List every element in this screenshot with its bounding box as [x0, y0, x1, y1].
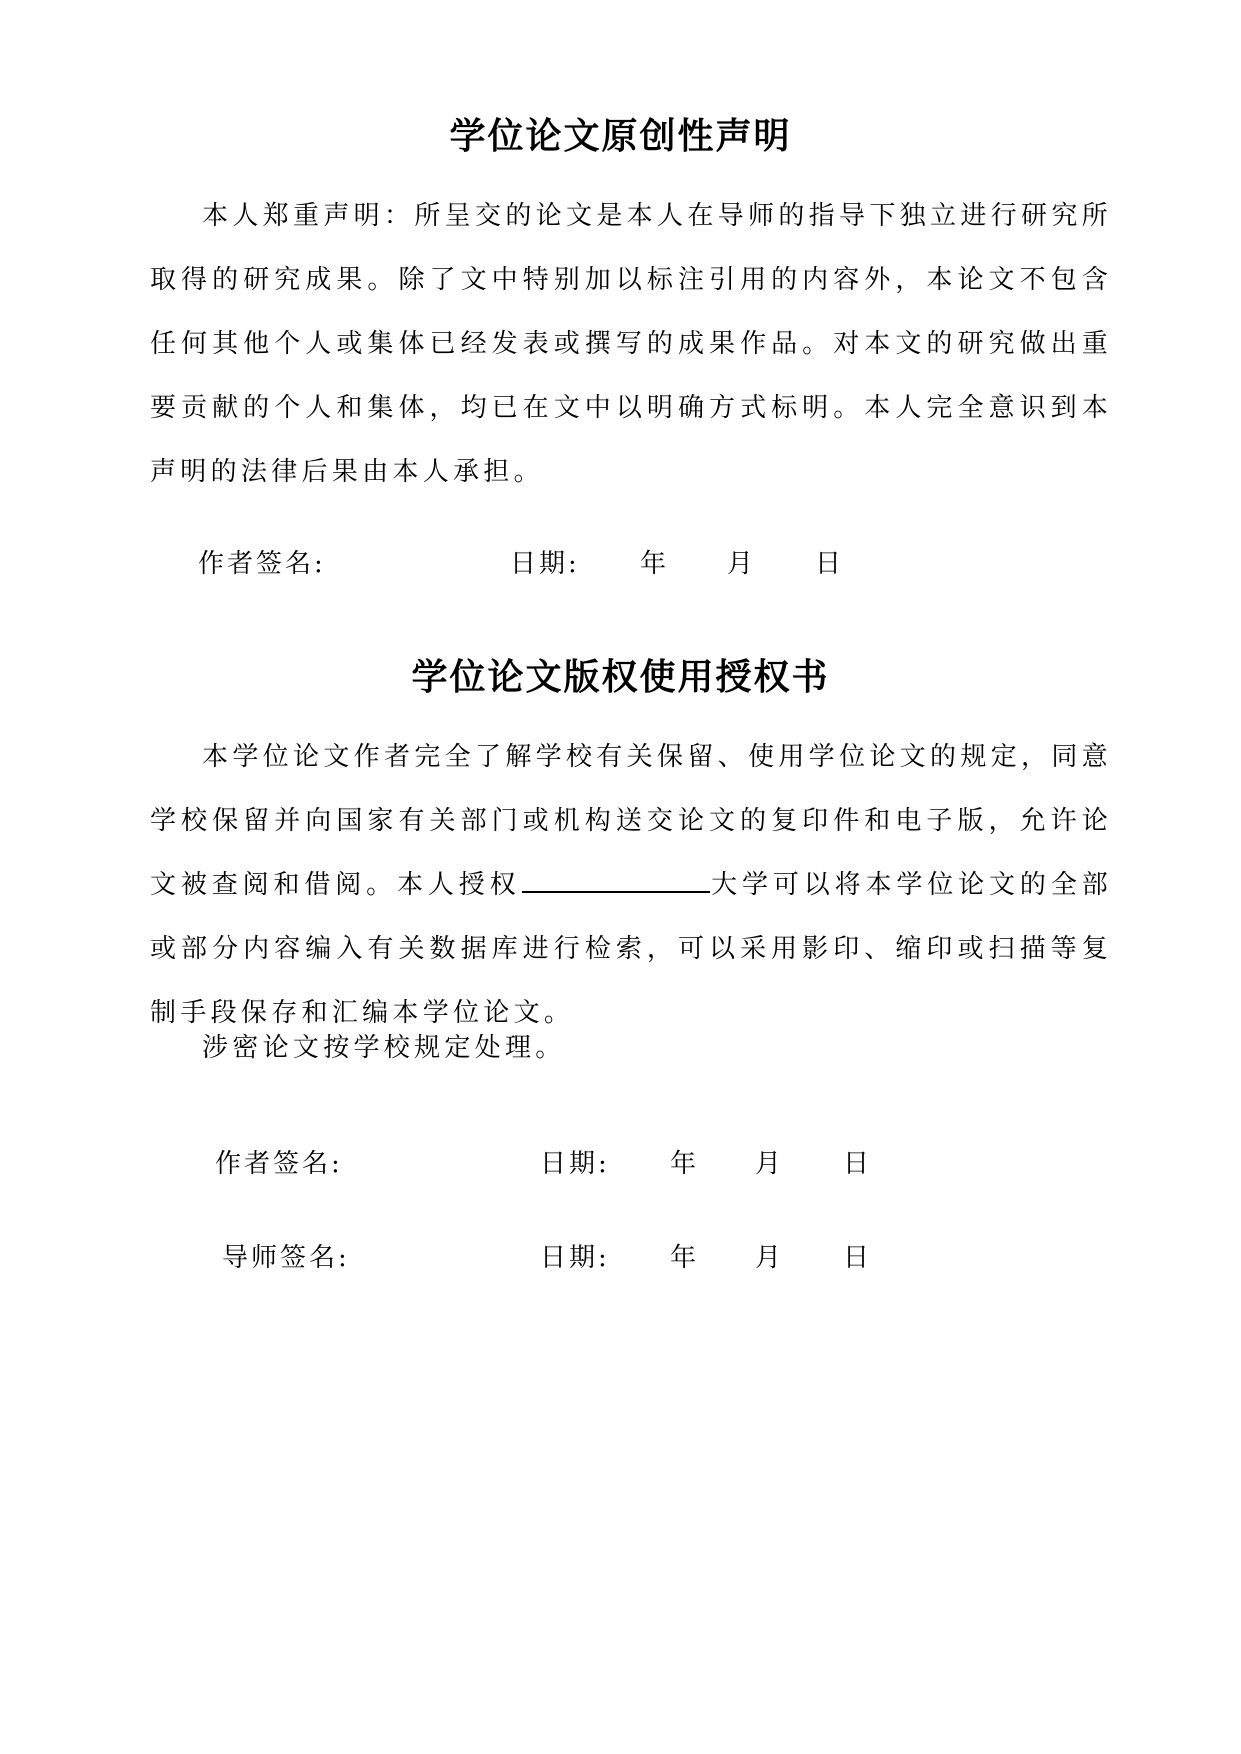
year-label: 年	[670, 1149, 700, 1179]
date-label: 日期:	[540, 1243, 610, 1273]
month-label: 月	[755, 1243, 785, 1273]
originality-title: 学位论文原创性声明	[449, 115, 792, 157]
originality-signature-row	[0, 544, 1241, 584]
day-label: 日	[843, 1149, 873, 1179]
author-signature-label: 作者签名:	[215, 1149, 343, 1179]
year-label: 年	[670, 1243, 700, 1273]
originality-body: 本人郑重声明：所呈交的论文是本人在导师的指导下独立进行研究所取得的研究成果。除了文中特别加以标注引用的内容外，本论文不包含任何其他个人或集体已经发表或撰写的成果作品。对本文的研究做出重要贡献的个人和集体，均已在文中以明确方式标明。本人完全意识到本声明的法律后果由本人承担。	[150, 201, 1112, 487]
copyright-body	[150, 725, 1112, 1045]
date-label: 日期:	[510, 549, 580, 579]
month-label: 月	[755, 1149, 785, 1179]
advisor-signature-row	[0, 1238, 1241, 1278]
copyright-body-part2: 大学可以将本学位论文的全部或部分内容编入有关数据库进行检索，可以采用影印、缩印或扫描等复制手段保存和汇编本学位论文。	[150, 870, 1112, 1028]
copyright-author-signature-row	[0, 1144, 1241, 1184]
secret-note: 涉密论文按学校规定处理。	[202, 1033, 566, 1063]
copyright-title: 学位论文版权使用授权书	[411, 656, 830, 698]
university-name-blank	[522, 865, 710, 893]
day-label: 日	[843, 1243, 873, 1273]
year-label: 年	[640, 549, 670, 579]
date-label: 日期:	[540, 1149, 610, 1179]
copyright-body-part1: 本学位论文作者完全了解学校有关保留、使用学位论文的规定，同意学校保留并向国家有关部门或机构送交论文的复印件和电子版，允许论文被查阅和借阅。本人授权	[150, 742, 1112, 900]
author-signature-label: 作者签名:	[198, 549, 326, 579]
advisor-signature-label: 导师签名:	[222, 1243, 350, 1273]
day-label: 日	[815, 549, 845, 579]
month-label: 月	[727, 549, 757, 579]
